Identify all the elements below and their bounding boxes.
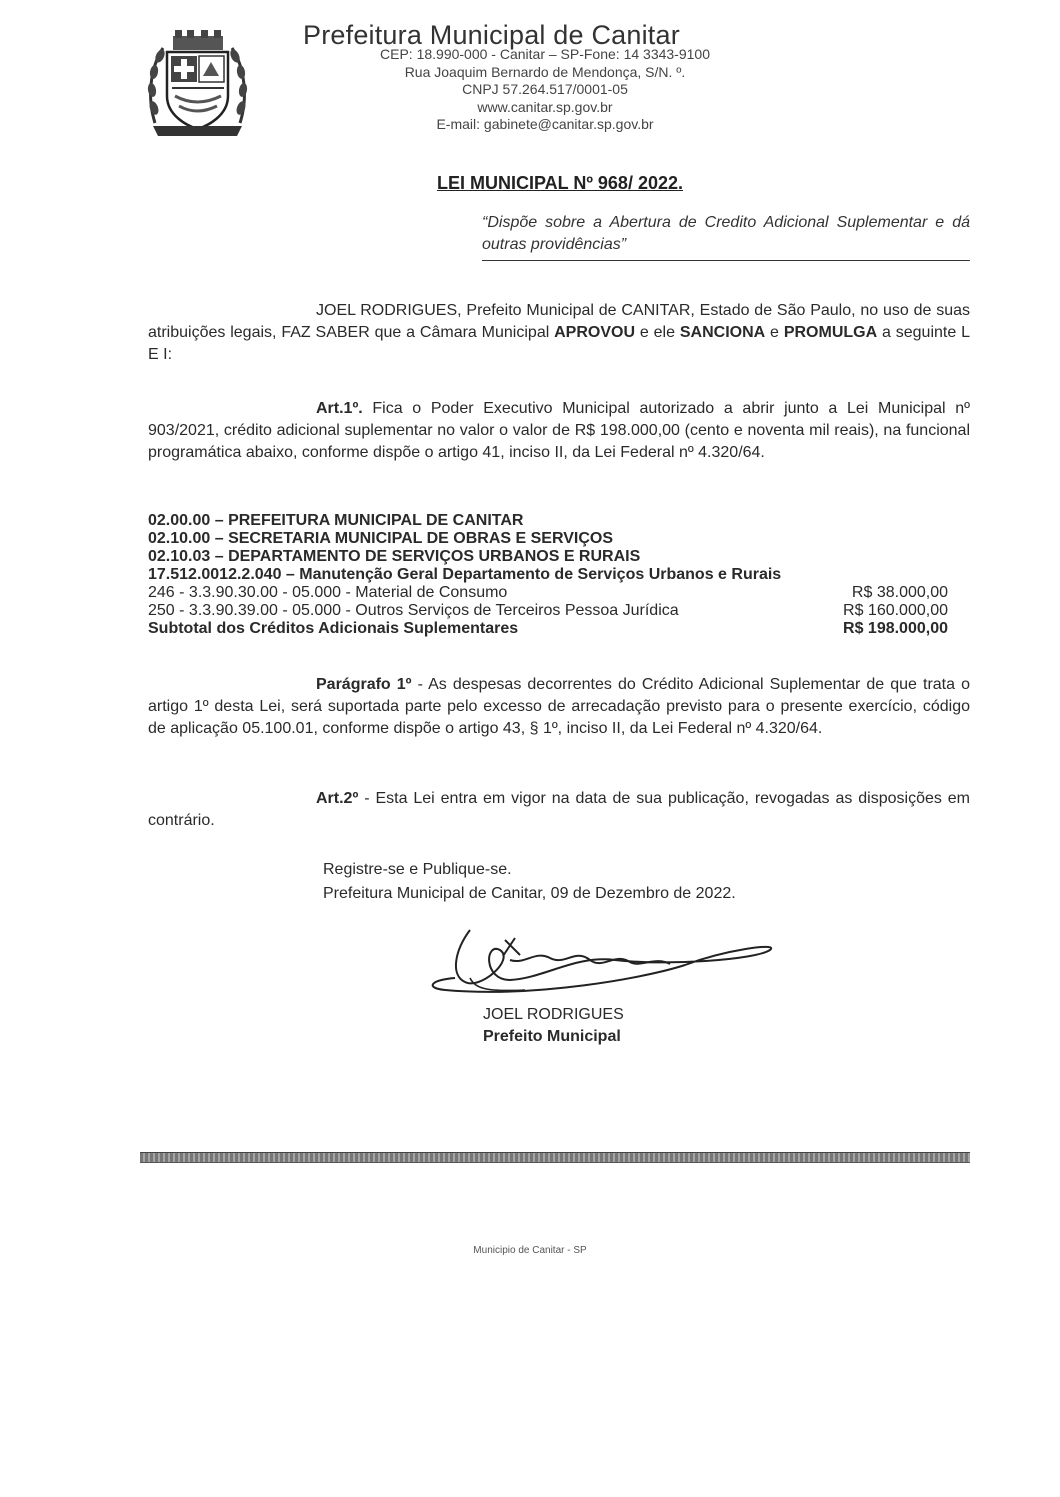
preamble-promulgates: PROMULGA	[783, 324, 878, 341]
footer-divider	[140, 1152, 970, 1163]
header-cep-phone: CEP: 18.990-000 - Canitar – SP-Fone: 14 3343-9100	[380, 46, 710, 62]
closing-place-date: Prefeitura Municipal de Canitar, 09 de Dezembro de 2022.	[323, 885, 736, 902]
preamble-text-3: e	[765, 324, 784, 341]
signer-role: Prefeito Municipal	[483, 1028, 621, 1045]
header-website: www.canitar.sp.gov.br	[477, 98, 613, 115]
budget-heading: 02.10.00 – SECRETARIA MUNICIPAL DE OBRAS E SERVIÇOS	[148, 530, 614, 547]
budget-heading: 02.10.03 – DEPARTAMENTO DE SERVIÇOS URBANOS E RURAIS	[148, 548, 641, 565]
header-title: Prefeitura Municipal de Canitar	[303, 20, 680, 50]
mayor-name: JOEL RODRIGUES,	[316, 302, 462, 319]
preamble-text-1: Prefeito Municipal de CANITAR, Estado de São Paulo, no uso de suas atribuições legais, FAZ SABER que a Câmara Municipal	[148, 302, 971, 341]
header-email: E-mail: gabinete@canitar.sp.gov.br	[436, 116, 654, 132]
budget-subtotal	[148, 620, 948, 638]
header-contact-block	[355, 46, 735, 134]
law-title: LEI MUNICIPAL Nº 968/ 2022.	[437, 173, 683, 193]
article-2-label: Art.2º	[316, 790, 359, 807]
article-2	[148, 788, 970, 832]
closing-block	[323, 858, 736, 906]
budget-item-amount: R$ 160.000,00	[843, 602, 948, 619]
article-1	[148, 398, 970, 464]
closing-register: Registre-se e Publique-se.	[323, 861, 512, 878]
article-1-label: Art.1º.	[316, 400, 363, 417]
law-ementa: “Dispõe sobre a Abertura de Credito Adicional Suplementar e dá outras providências”	[482, 212, 970, 261]
header-address: Rua Joaquim Bernardo de Mendonça, S/N. º.	[404, 63, 686, 80]
budget-item-amount: R$ 38.000,00	[851, 584, 948, 601]
budget-item-desc: 246 - 3.3.90.30.00 - 05.000 - Material de Consumo	[148, 584, 508, 601]
article-1-text: Fica o Poder Executivo Municipal autorizado a abrir junto a Lei Municipal nº 903/2021, crédito adicional suplementar no valor o valor de R$ 198.000,00 (cento e noventa mil reais), na funcional programática abaixo, conforme dispõe o artigo 41, inciso II, da Lei Federal nº 4.320/64.	[148, 400, 970, 461]
municipal-crest-logo	[145, 28, 250, 143]
paragraph-1-label: Parágrafo 1º	[316, 676, 412, 693]
signer-name: JOEL RODRIGUES	[483, 1006, 624, 1023]
budget-heading: 17.512.0012.2.040 – Manutenção Geral Departamento de Serviços Urbanos e Rurais	[148, 566, 782, 583]
preamble-text-2: e ele	[635, 324, 680, 341]
budget-item	[148, 584, 948, 602]
paragraph-1-text: - As despesas decorrentes do Crédito Adicional Suplementar de que trata o artigo 1º desta Lei, será suportada parte pelo excesso de arrecadação previsto para o presente exercício, código de aplicação 05.100.01, conforme dispõe o artigo 43, § 1º, inciso II, da Lei Federal nº 4.320/64.	[148, 676, 970, 737]
article-2-text: - Esta Lei entra em vigor na data de sua publicação, revogadas as disposições em contrário.	[148, 790, 970, 829]
budget-item-desc: 250 - 3.3.90.39.00 - 05.000 - Outros Serviços de Terceiros Pessoa Jurídica	[148, 602, 679, 619]
paragraph-1	[148, 674, 970, 740]
budget-subtotal-amount: R$ 198.000,00	[843, 620, 948, 637]
preamble-paragraph	[148, 300, 970, 366]
budget-subtotal-desc: Subtotal dos Créditos Adicionais Suplementares	[148, 620, 519, 637]
preamble-approved: APROVOU	[554, 324, 636, 341]
budget-heading: 02.00.00 – PREFEITURA MUNICIPAL DE CANITAR	[148, 512, 524, 529]
preamble-sanctions: SANCIONA	[679, 324, 766, 341]
signer-block	[483, 1004, 624, 1048]
footer-text: Municipio de Canitar - SP	[473, 1245, 587, 1256]
preamble-text-4: a seguinte L E I:	[148, 324, 970, 363]
header-cnpj: CNPJ 57.264.517/0001-05	[462, 81, 628, 97]
budget-allocation-block	[148, 512, 948, 638]
budget-item	[148, 602, 948, 620]
